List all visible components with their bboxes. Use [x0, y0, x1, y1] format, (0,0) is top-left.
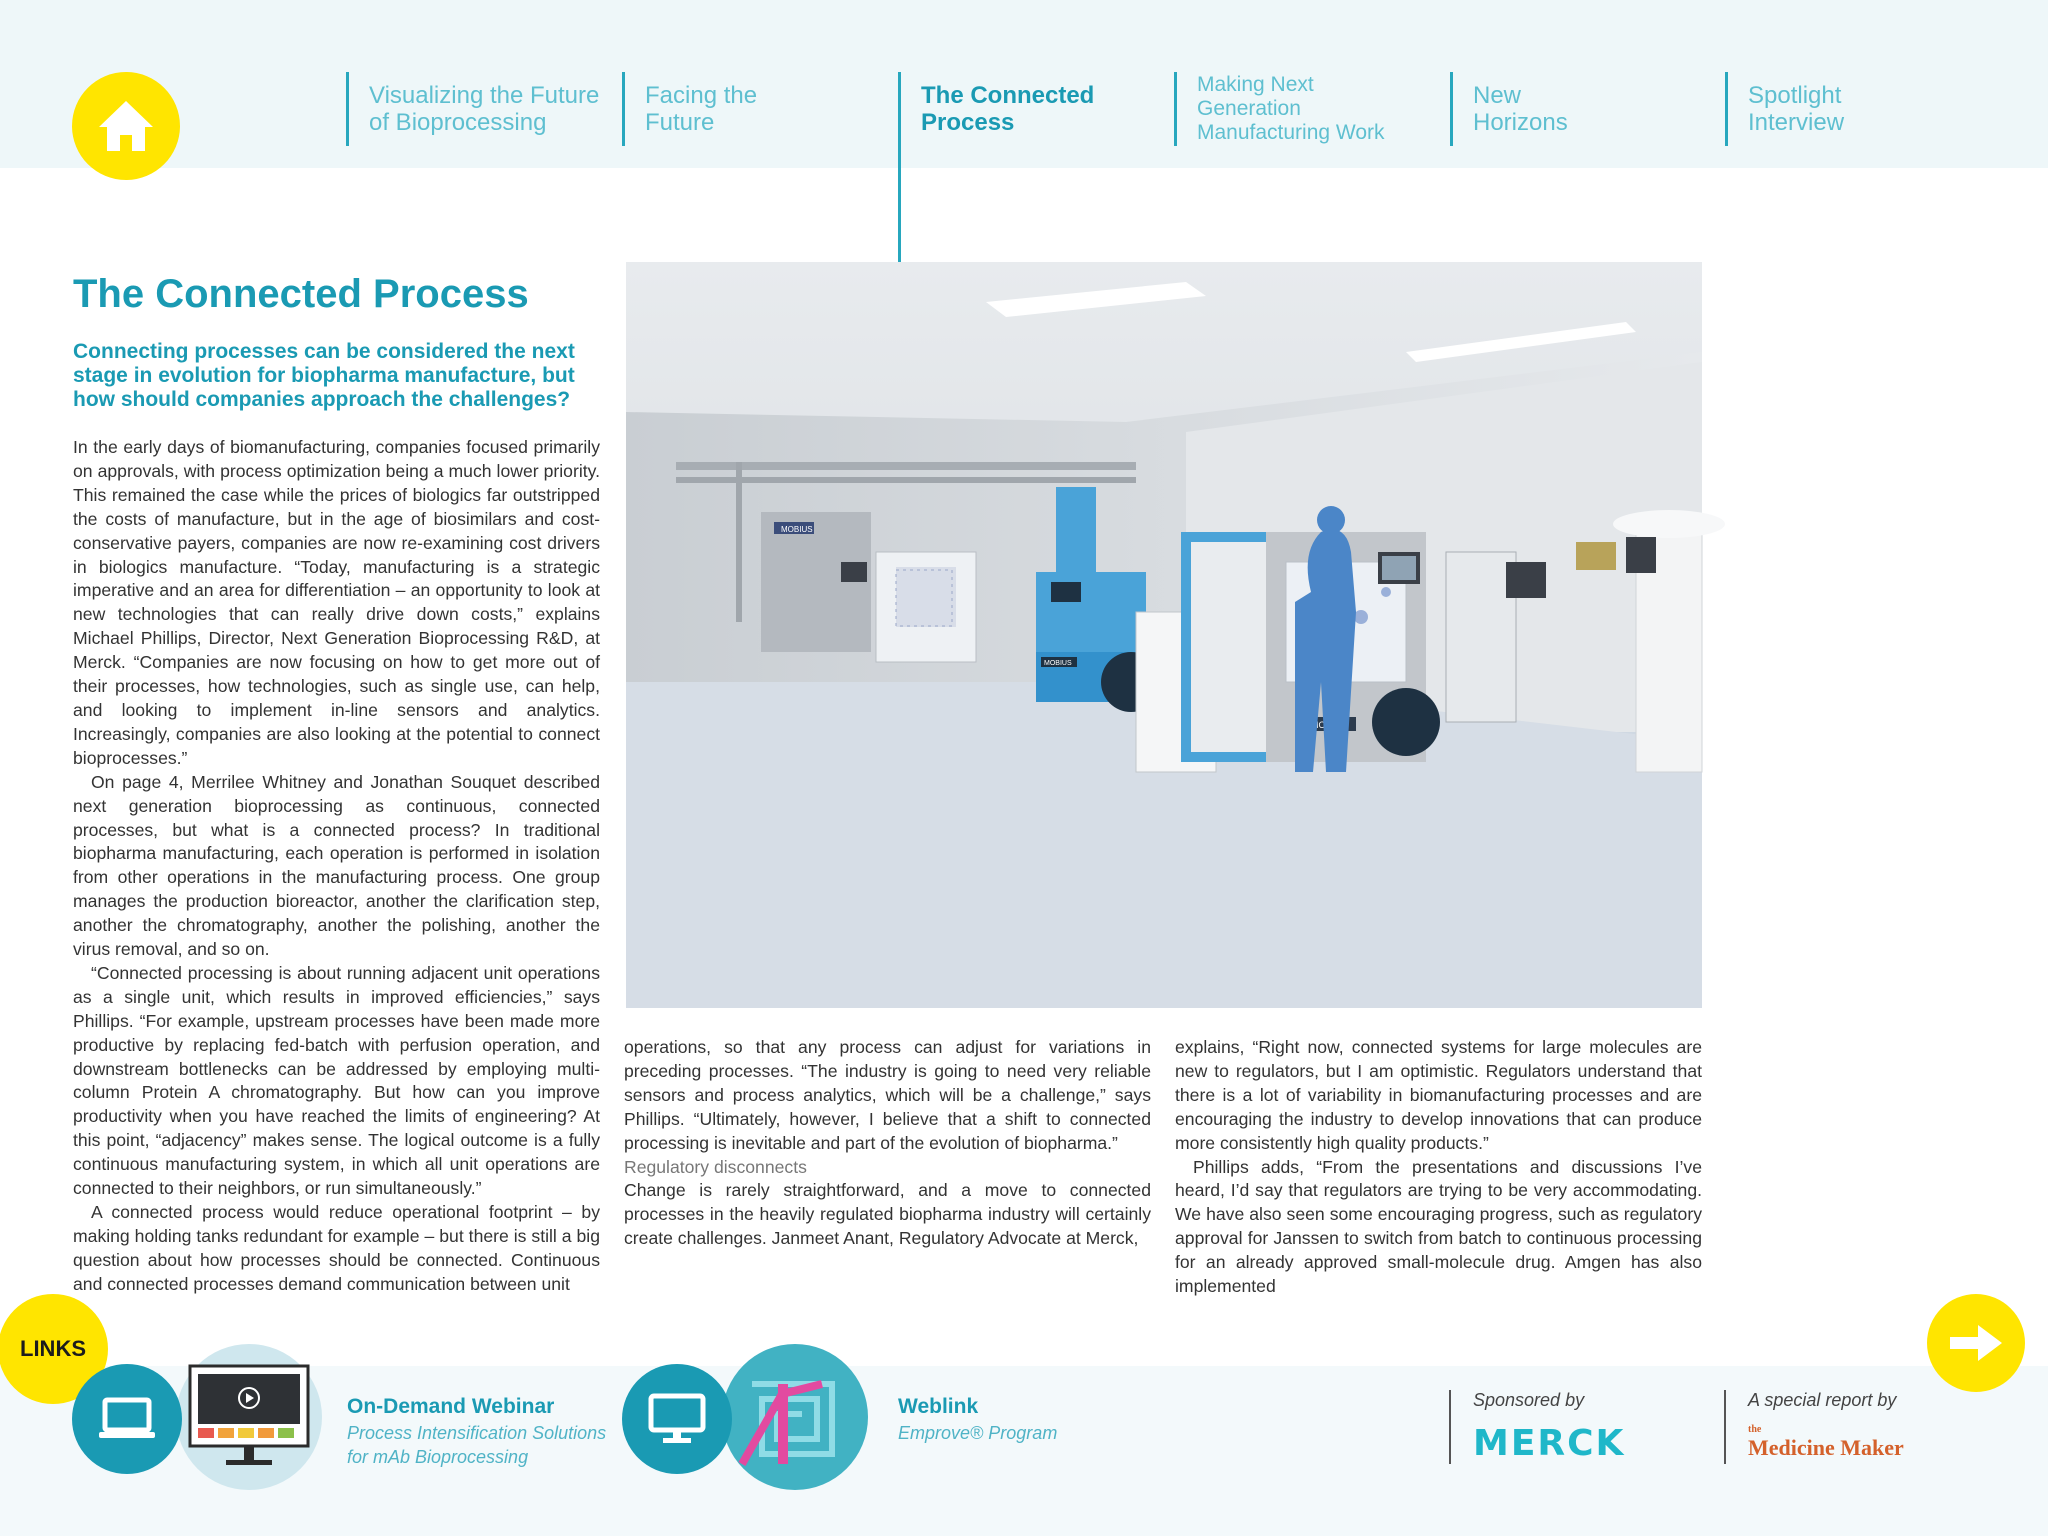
- paragraph: On page 4, Merrilee Whitney and Jonathan Souquet described next generation bioprocessing as continuous, connected processes, but what is a connected process? In traditional biopharma manufacturing, each operation is performed in isolation from other operations in the manufacturing process. One group manages the production bioreactor, another the clarification step, another the chromatography, another the polishing, another the virus removal, and so on.: [73, 771, 600, 960]
- article-column-2: [624, 1036, 1151, 1276]
- nav-item-facing[interactable]: Facing the Future: [622, 72, 882, 146]
- medicine-maker-logo[interactable]: [1748, 1425, 2004, 1461]
- paragraph: Phillips adds, “From the presentations and discussions I’ve heard, I’d say that regulators are trying to be very accommodating. We have also seen some encouraging progress, such as regulatory approval for Janssen to switch from batch to continuous processing for an already approved small-molecule drug. Amgen has also implemented: [1175, 1156, 1702, 1297]
- weblink-title[interactable]: Weblink: [898, 1395, 979, 1418]
- nav-item-spotlight[interactable]: Spotlight Interview: [1725, 72, 1985, 146]
- next-page-button[interactable]: [1927, 1294, 2025, 1392]
- photo-label: MOBIUS: [781, 525, 813, 534]
- paragraph: Change is rarely straightforward, and a move to connected processes in the heavily regulated biopharma industry will certainly create challenges. Janmeet Anant, Regulatory Advocate at Merck,: [624, 1180, 1151, 1249]
- merck-logo[interactable]: MERCK: [1473, 1423, 1626, 1464]
- article-column-1: [73, 436, 600, 1294]
- standfirst: Connecting processes can be considered the next stage in evolution for biopharma manufacture, but how should companies approach the challenges?: [73, 340, 575, 411]
- sponsor-block: [1449, 1390, 1709, 1464]
- logo-name: Medicine Maker: [1748, 1435, 1904, 1460]
- arrow-right-icon: [1948, 1323, 2004, 1363]
- nav-item-new-horizons[interactable]: New Horizons: [1450, 72, 1710, 146]
- webinar-button[interactable]: [72, 1364, 182, 1474]
- monitor-icon: [647, 1392, 707, 1446]
- weblink-button[interactable]: [622, 1364, 732, 1474]
- weblink-thumbnail[interactable]: [722, 1344, 868, 1490]
- logo-prefix: the: [1748, 1424, 1762, 1435]
- section-nav: [0, 0, 2048, 168]
- nav-item-making-next-gen[interactable]: Making Next Generation Manufacturing Work: [1174, 72, 1434, 146]
- paragraph: operations, so that any process can adjust for variations in preceding processes. “The industry is going to need very reliable sensors and process analytics, which will be a challenge,” says Phillips. “Ultimately, however, I believe that a shift to connected processing is inevitable and part of the evolution of biopharma.”: [624, 1037, 1151, 1153]
- weblink-subtitle: Emprove® Program: [898, 1423, 1058, 1443]
- special-report-label: A special report by: [1748, 1390, 1897, 1410]
- laptop-icon: [97, 1396, 157, 1442]
- report-block: [1724, 1390, 2004, 1464]
- nav-item-connected-process[interactable]: The Connected Process: [898, 72, 1158, 262]
- paragraph: In the early days of biomanufacturing, companies focused primarily on approvals, with process optimization being a much lower priority. This remained the case while the prices of biologics far outstripped the costs of manufacture, but in the age of biosimilars and cost-conservative payers, companies are now re-examining cost drivers in biologics manufacture. “Today, manufacturing is a strategic imperative and an area for differentiation – an opportunity to look at new technologies that can really drive down costs,” explains Michael Phillips, Director, Next Generation Bioprocessing R&D, at Merck. “Companies are now focusing on how to get more out of their processes, how technologies, such as single use, can help, and looking to implement in-line sensors and analytics. Increasingly, companies are also looking at the potential to connect bioprocesses.”: [73, 437, 600, 768]
- webinar-thumbnail[interactable]: [176, 1344, 322, 1490]
- paragraph: explains, “Right now, connected systems for large molecules are new to regulators, but I am optimistic. Regulators understand that there is a lot of variability in biomanufacturing processes and are encouraging the industry to develop innovations that can produce more consistently high quality products.”: [1175, 1037, 1702, 1153]
- webinar-subtitle: Process Intensification Solutions for mAb Bioprocessing: [347, 1423, 607, 1467]
- article-column-3: [1175, 1036, 1702, 1297]
- sponsored-by-label: Sponsored by: [1473, 1390, 1585, 1410]
- paragraph: A connected process would reduce operational footprint – by making holding tanks redundant for example – but there is still a big question about how processes should be connected. Continuous and connected processes demand communication between unit: [73, 1202, 600, 1294]
- section-subhead: Regulatory disconnects: [624, 1156, 807, 1177]
- nav-item-visualizing[interactable]: Visualizing the Future of Bioprocessing: [346, 72, 606, 146]
- photo-label: MOBIUS: [1044, 660, 1072, 667]
- paragraph: “Connected processing is about running adjacent unit operations as a single unit, which results in improved efficiencies,” says Phillips. “For example, upstream processes have been made more productive by replacing fed-batch with perfusion operation, and downstream bottlenecks can be addressed by employing multi-column Protein A chromatography. But how can you improve productivity when you have reached the limits of engineering? At this point, “adjacency” makes sense. The logical outcome is a fully continuous manufacturing system, in which all unit operations are connected to their neighbors, or run simultaneously.”: [73, 962, 600, 1199]
- links-badge[interactable]: LINKS: [0, 1294, 108, 1404]
- webinar-title[interactable]: On-Demand Webinar: [347, 1395, 555, 1418]
- page-title: The Connected Process: [73, 272, 529, 316]
- cleanroom-photo: [626, 262, 1702, 1008]
